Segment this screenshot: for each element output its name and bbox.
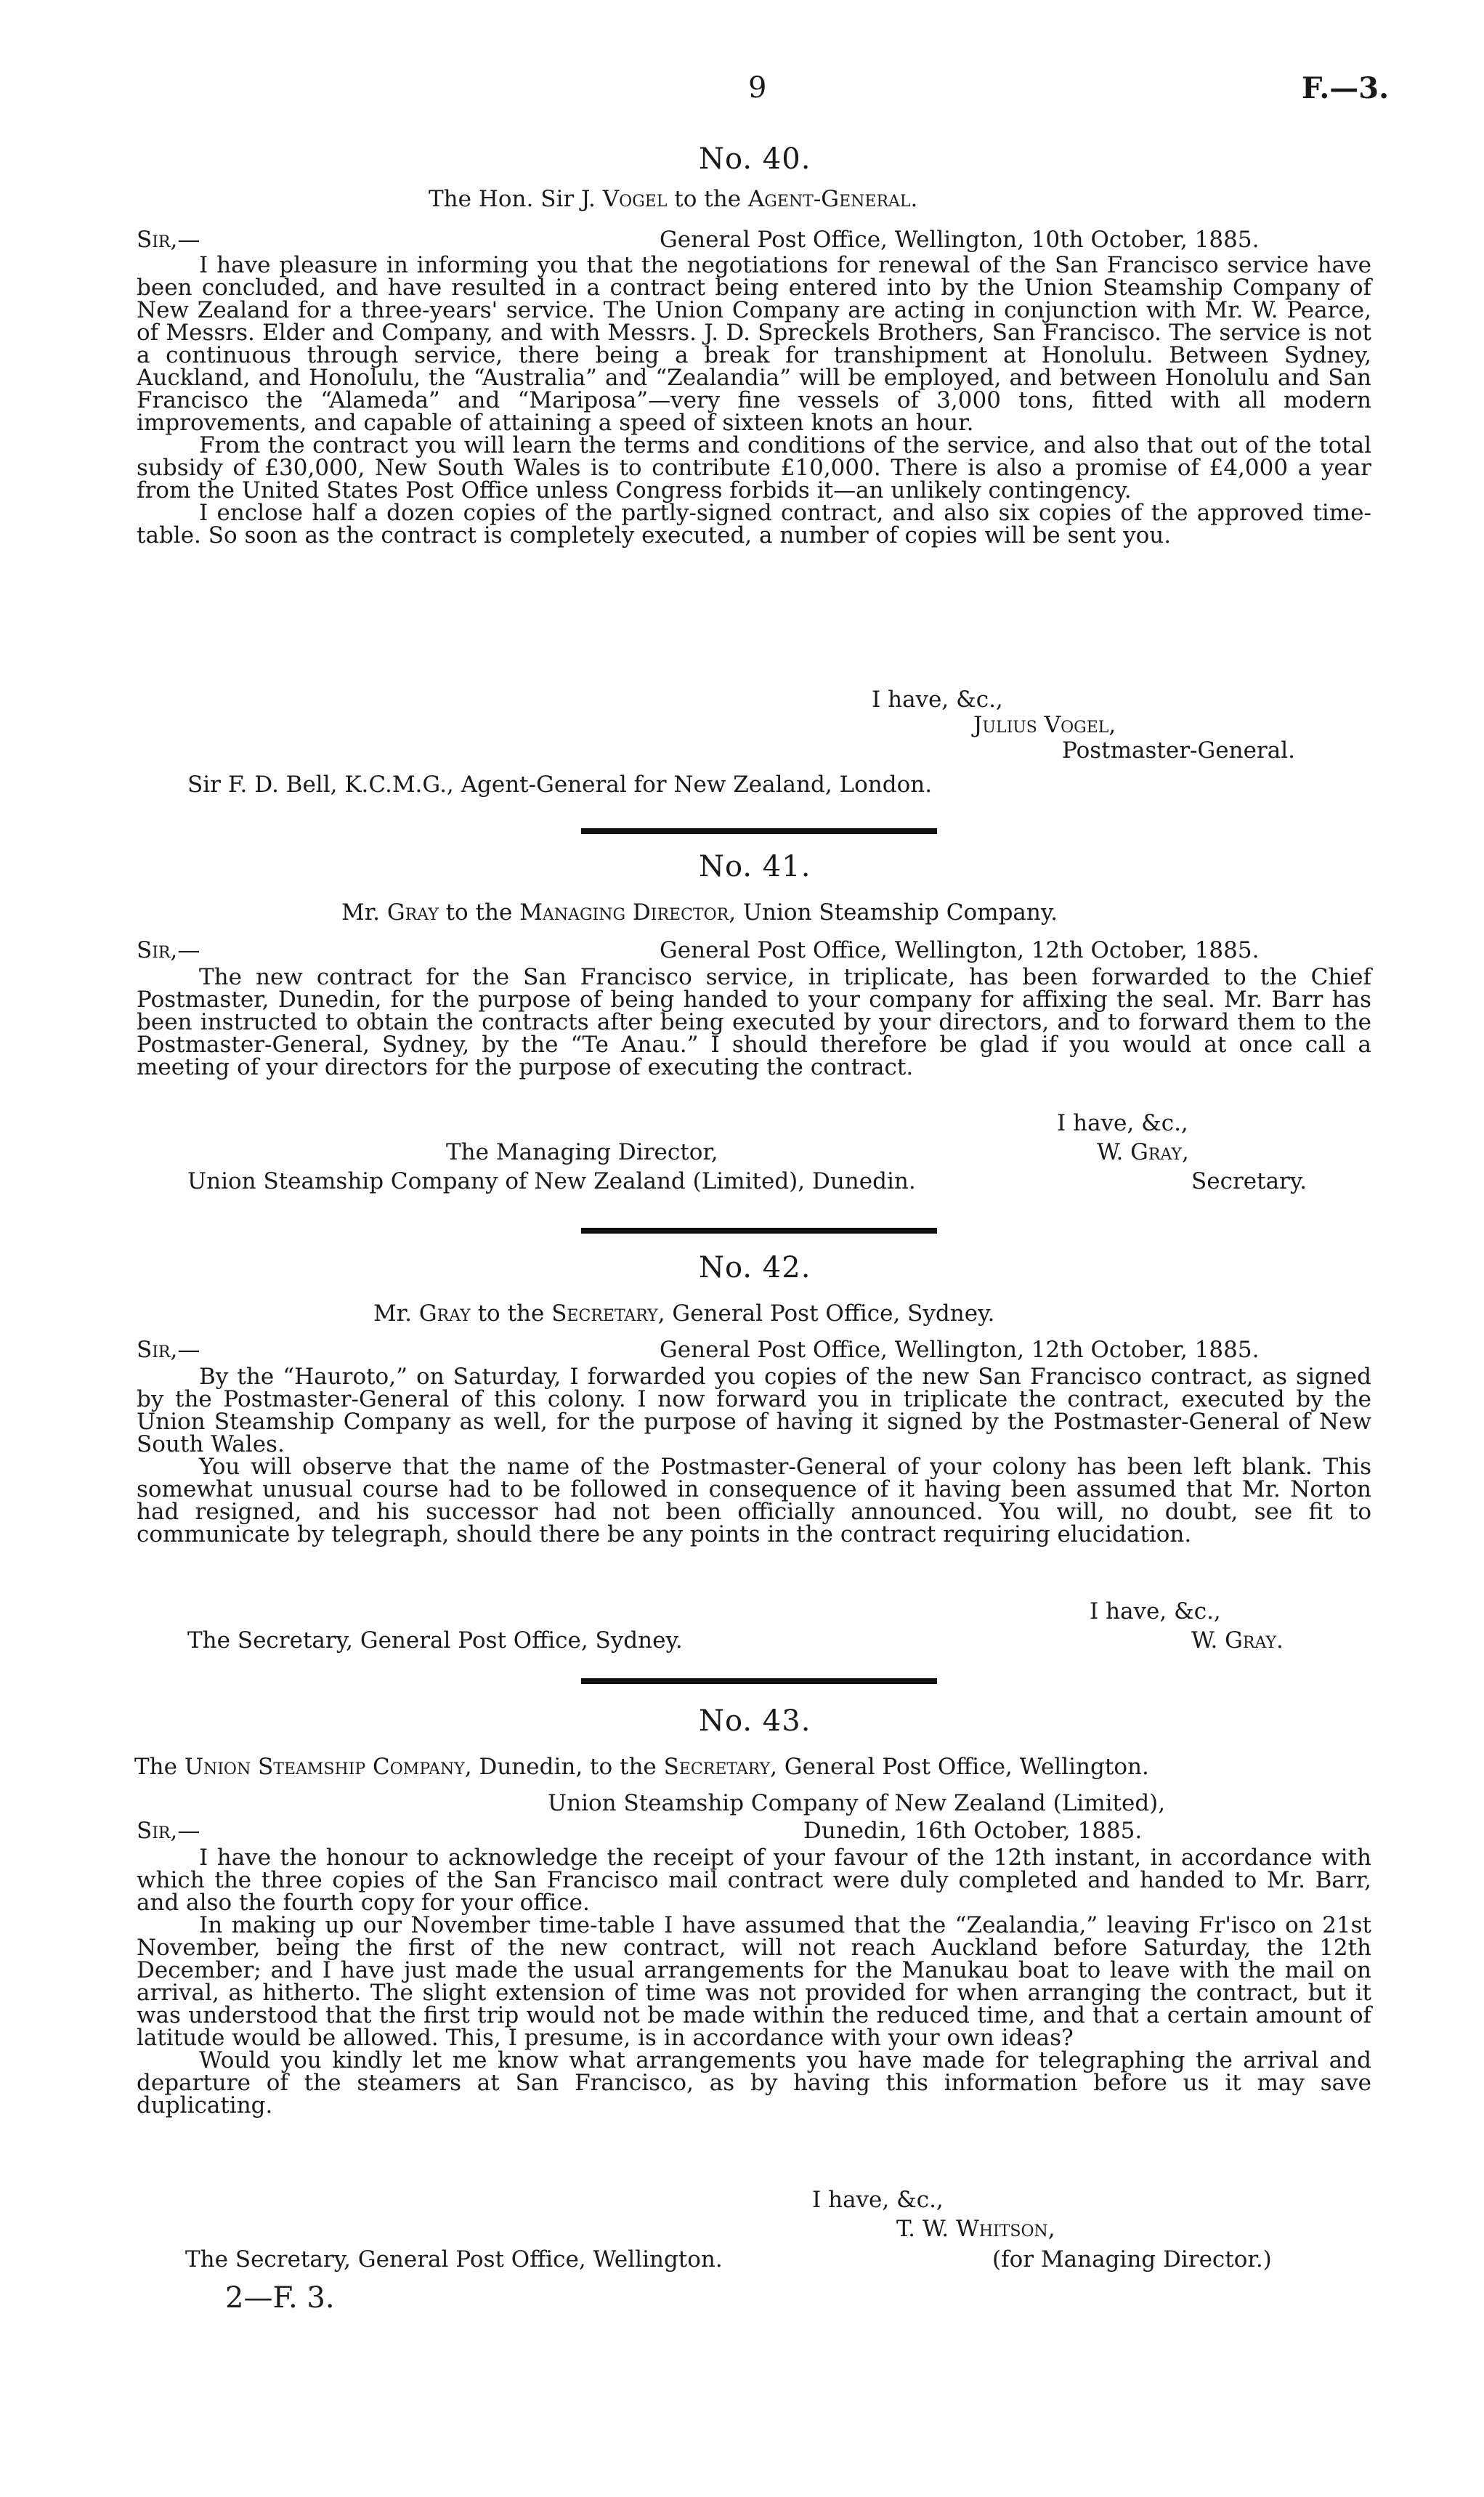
closing: I have, &c.,	[1090, 1598, 1221, 1624]
letter-body	[137, 1847, 1371, 2117]
letter-number: No. 42.	[699, 1251, 811, 1284]
letter-title: Mr. Gray to the Managing Director, Union Steamship Company.	[341, 899, 1058, 926]
addressee: Sir F. D. Bell, K.C.M.G., Agent-General for New Zealand, London.	[187, 772, 933, 798]
sender-line: Dunedin, 16th October, 1885.	[803, 1818, 1143, 1844]
letter-title: Mr. Gray to the Secretary, General Post Office, Sydney.	[373, 1300, 995, 1327]
signatory-title: (for Managing Director.)	[992, 2246, 1272, 2273]
letter-number: No. 40.	[699, 142, 811, 176]
signatory: W. Gray.	[1191, 1627, 1284, 1654]
signatory-title: Postmaster-General.	[1062, 737, 1296, 764]
paragraph: From the contract you will learn the terms and conditions of the service, and also that out of the total subsidy of £30,000, New South Wales is to contribute £10,000. There is also a promise of £4,000 a year from the United States Post Office unless Congress forbids it—an unlikely contingency.	[137, 432, 1371, 503]
letter-date: General Post Office, Wellington, 12th October, 1885.	[660, 1337, 1260, 1363]
paragraph: Would you kindly let me know what arrangements you have made for telegraphing the arrival and departure of the steamers at San Francisco, as by having this information before us it may save duplicating.	[137, 2047, 1371, 2118]
addressee: The Secretary, General Post Office, Wellington.	[185, 2246, 723, 2273]
paragraph: I have pleasure in informing you that the negotiations for renewal of the San Francisco service have been concluded, and have resulted in a contract being entered into by the Union Steamship Company of New Zealand for a three-years' service. The Union Company are acting in conjunction with Mr. W. Pearce, of Messrs. Elder and Company, and with Messrs. J. D. Spreckels Brothers, San Francisco. The service is not a continuous through service, there being a break for transhipment at Honolulu. Between Sydney, Auckland, and Honolulu, the “Australia” and “Zealandia” will be employed, and between Honolulu and San Francisco the “Alameda” and “Mariposa”—very fine vessels of 3,000 tons, fitted with all modern improvements, and capable of attaining a speed of sixteen knots an hour.	[137, 252, 1371, 436]
salutation: Sir,—	[137, 1337, 200, 1363]
document-reference: F.—3.	[1302, 71, 1390, 105]
letter-number: No. 43.	[699, 1704, 811, 1738]
letter-title: The Union Steamship Company, Dunedin, to the Secretary, General Post Office, Wellington.	[134, 1754, 1149, 1780]
addressee-line: Union Steamship Company of New Zealand (Limited), Dunedin.	[187, 1168, 916, 1194]
salutation: Sir,—	[137, 227, 200, 253]
signature-mark: 2—F. 3.	[225, 2281, 335, 2315]
paragraph: In making up our November time-table I have assumed that the “Zealandia,” leaving Fr'isco on 21st November, being the first of the new contract, will not reach Auckland before Saturday, the 12th December; and I have just made the usual arrangements for the Manukau boat to leave with the mail on arrival, as hitherto. The slight extension of time was not provided for when arranging the contract, but it was understood that the first trip would not be made within the reduced time, and that a certain amount of latitude would be allowed. This, I presume, is in accordance with your own ideas?	[137, 1912, 1371, 2051]
signatory-title: Secretary.	[1191, 1168, 1307, 1194]
letter-date: General Post Office, Wellington, 12th October, 1885.	[660, 937, 1260, 963]
section-divider	[581, 828, 937, 834]
signatory: W. Gray,	[1097, 1139, 1189, 1165]
paragraph: By the “Hauroto,” on Saturday, I forwarded you copies of the new San Francisco contract, as signed by the Postmaster-General of this colony. I now forward you in triplicate the contract, executed by the Union Steamship Company as well, for the purpose of having it signed by the Postmaster-General of New South Wales.	[137, 1364, 1371, 1457]
section-divider	[581, 1228, 937, 1234]
letter-title: The Hon. Sir J. Vogel to the Agent-General.	[429, 186, 918, 212]
signatory: Julius Vogel,	[973, 712, 1116, 738]
signatory: T. W. Whitson,	[896, 2216, 1055, 2242]
paragraph: I have the honour to acknowledge the receipt of your favour of the 12th instant, in accordance with which the three copies of the San Francisco mail contract were duly completed and handed to Mr. Barr, and also the fourth copy for your office.	[137, 1845, 1371, 1916]
section-divider	[581, 1678, 937, 1684]
letter-body	[137, 254, 1371, 547]
salutation: Sir,—	[137, 1818, 200, 1844]
closing: I have, &c.,	[1057, 1110, 1188, 1136]
salutation: Sir,—	[137, 937, 200, 963]
paragraph: The new contract for the San Francisco service, in triplicate, has been forwarded to the Chief Postmaster, Dunedin, for the purpose of being handed to your company for affixing the seal. Mr. Barr has been instructed to obtain the contracts after being executed by your directors, and to forward them to the Postmaster-General, Sydney, by the “Te Anau.” I should therefore be glad if you would at once call a meeting of your directors for the purpose of executing the contract.	[137, 964, 1371, 1080]
page-number: 9	[748, 71, 767, 105]
addressee-line: The Managing Director,	[446, 1139, 718, 1165]
addressee: The Secretary, General Post Office, Sydney.	[187, 1627, 683, 1654]
closing: I have, &c.,	[872, 687, 1003, 713]
paragraph: You will observe that the name of the Postmaster-General of your colony has been left blank. This somewhat unusual course had to be followed in consequence of it having been assumed that Mr. Norton had resigned, and his successor had not been officially announced. You will, no doubt, see fit to communicate by telegraph, should there be any points in the contract requiring elucidation.	[137, 1454, 1371, 1547]
paragraph: I enclose half a dozen copies of the partly-signed contract, and also six copies of the approved time-table. So soon as the contract is completely executed, a number of copies will be sent you.	[137, 500, 1371, 549]
sender-line: Union Steamship Company of New Zealand (Limited),	[548, 1790, 1166, 1816]
letter-number: No. 41.	[699, 850, 811, 883]
closing: I have, &c.,	[812, 2187, 944, 2213]
letter-body	[137, 1366, 1371, 1546]
letter-date: General Post Office, Wellington, 10th October, 1885.	[660, 227, 1260, 253]
letter-body	[137, 966, 1371, 1079]
